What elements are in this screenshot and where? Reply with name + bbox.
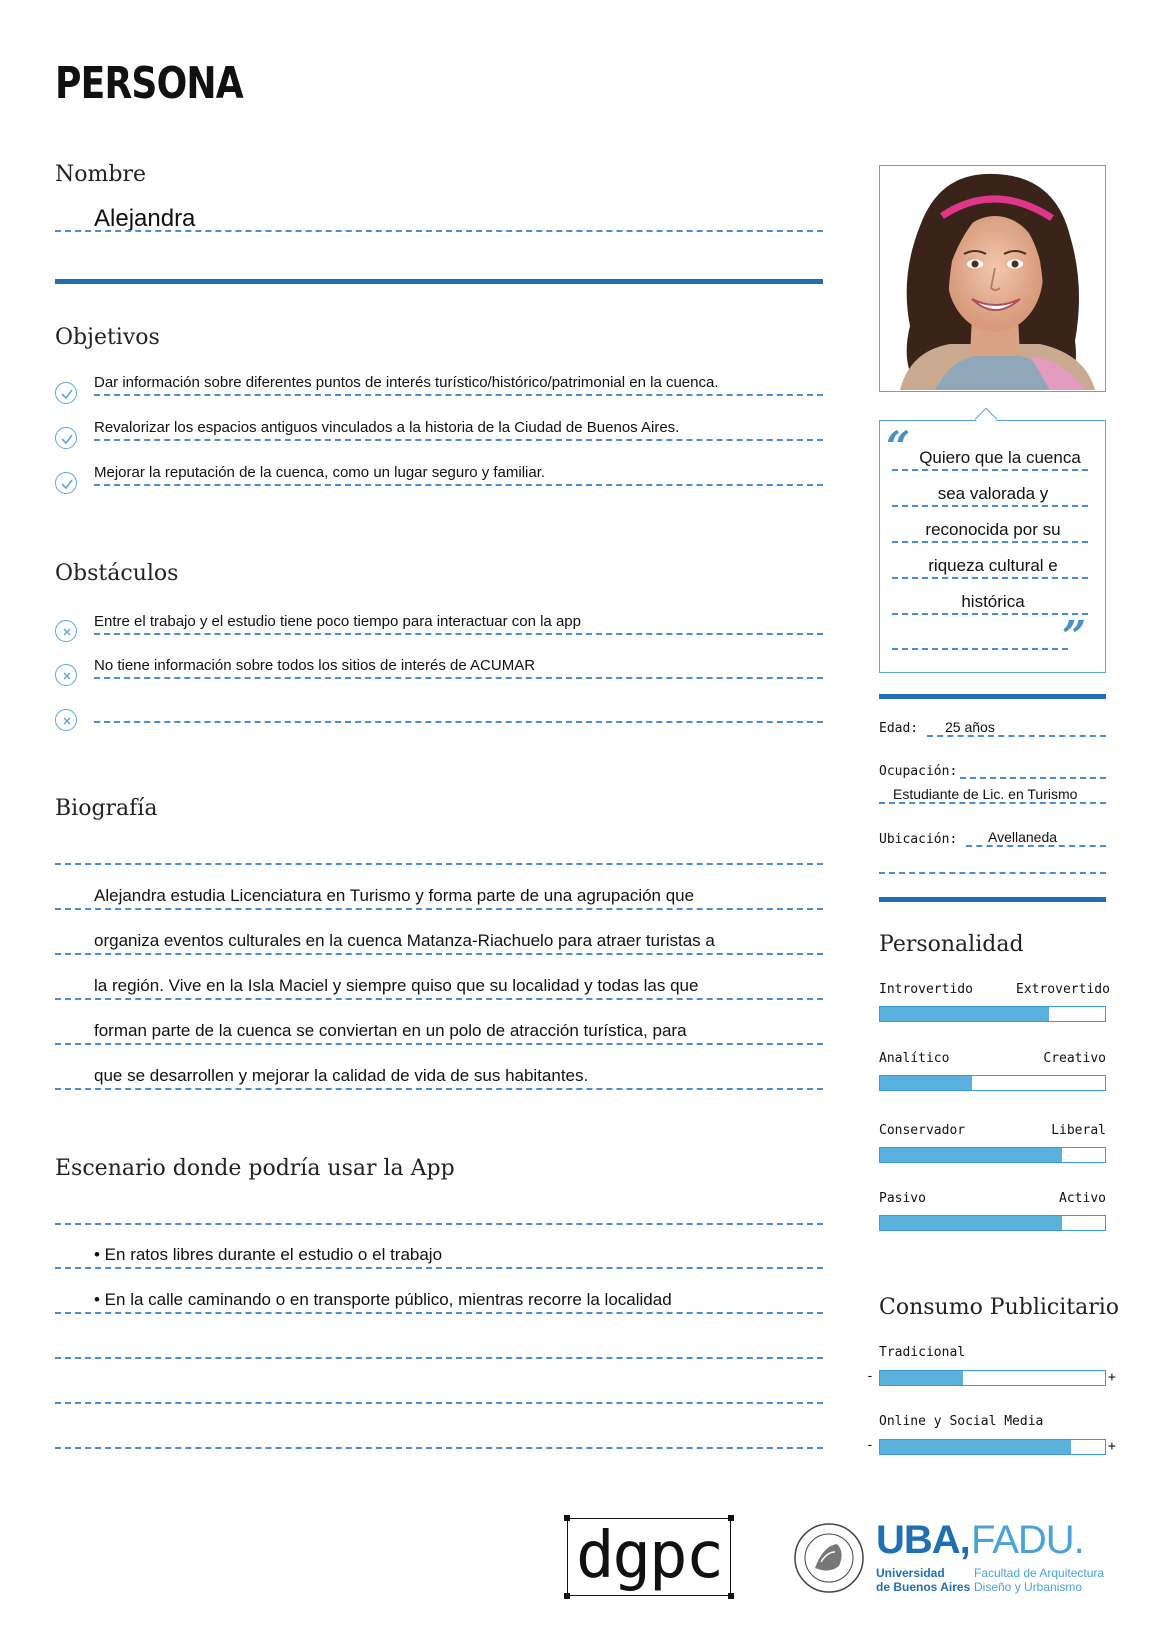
consumo-bar-fill [880, 1371, 963, 1385]
divider [55, 279, 823, 284]
obstaculos-title: Obstáculos [55, 561, 179, 586]
obstaculo-text: Entre el trabajo y el estudio tiene poco tiempo para interactuar con la app [94, 613, 581, 630]
nombre-value: Alejandra [94, 205, 196, 232]
fadu-logo: FADU. [971, 1518, 1084, 1562]
check-icon [55, 472, 77, 494]
objetivo-text: Revalorizar los espacios antiguos vinculados a la historia de la Ciudad de Buenos Aires. [94, 419, 680, 436]
trait-bar-fill [880, 1007, 1049, 1021]
divider [892, 613, 1088, 615]
divider [55, 1043, 823, 1045]
uba-name-line: de Buenos Aires [876, 1580, 971, 1594]
fadu-name [974, 1566, 1104, 1594]
close-icon [55, 664, 77, 686]
divider [879, 802, 1106, 804]
ubicacion-value: Avellaneda [988, 829, 1058, 845]
divider [94, 484, 823, 486]
uba-seal-text [793, 1522, 794, 1523]
fadu-name-line: Diseño y Urbanismo [974, 1580, 1083, 1594]
consumo-bar [879, 1370, 1106, 1386]
bio-line: la región. Vive en la Isla Maciel y siempre quiso que su localidad y todas las que [94, 976, 699, 995]
avatar [879, 165, 1106, 392]
divider [55, 1267, 823, 1269]
objetivo-text: Mejorar la reputación de la cuenca, como un lugar seguro y familiar. [94, 464, 546, 481]
biografia-title: Biografía [55, 796, 158, 821]
check-icon [55, 382, 77, 404]
quote-box-pointer [975, 408, 998, 431]
trait-bar-fill [880, 1148, 1062, 1162]
trait-left-label: Introvertido [879, 982, 973, 997]
quote-line: riqueza cultural e [928, 556, 1058, 575]
quote-line: sea valorada y [937, 484, 1049, 503]
ocupacion-label: Ocupación: [879, 764, 958, 779]
bio-line: forman parte de la cuenca se conviertan en un polo de atracción turística, para [94, 1021, 687, 1040]
uba-seal [793, 1522, 865, 1594]
trait-bar-fill [880, 1216, 1062, 1230]
consumo-bar [879, 1439, 1106, 1455]
personalidad-title: Personalidad [879, 932, 1024, 957]
bio-line: Alejandra estudia Licenciatura en Turismo y forma parte de una agrupación que [94, 886, 695, 905]
divider [927, 735, 1106, 737]
consumo-bar-fill [880, 1440, 1071, 1454]
trait-right-label: Extrovertido [1016, 982, 1110, 997]
close-icon [55, 620, 77, 642]
divider [892, 541, 1088, 543]
minus-sign: - [866, 1438, 874, 1453]
trait-right-label: Liberal [1051, 1123, 1106, 1138]
trait-left-label: Conservador [879, 1123, 966, 1138]
uba-logo: UBA, [876, 1518, 970, 1562]
trait-right-label: Creativo [1043, 1051, 1106, 1066]
divider [94, 677, 823, 679]
divider [55, 1223, 823, 1225]
bio-line: organiza eventos culturales en la cuenca Matanza-Riachuelo para atraer turistas a [94, 931, 715, 950]
plus-sign: + [1108, 1370, 1116, 1385]
divider [966, 845, 1106, 847]
dgpc-logo-text: dgpc [575, 1519, 723, 1593]
divider [892, 648, 1068, 650]
divider [879, 897, 1106, 902]
uba-name-line: Universidad [876, 1566, 945, 1580]
divider [892, 505, 1088, 507]
fadu-name-line: Facultad de Arquitectura [974, 1566, 1105, 1580]
quote-line: reconocida por su [925, 520, 1061, 539]
divider [55, 908, 823, 910]
page-title: PERSONA [55, 58, 243, 109]
objetivo-text: Dar información sobre diferentes puntos de interés turístico/histórico/patrimonial en la cuenca. [94, 374, 719, 391]
frame-corner [564, 1593, 570, 1599]
divider [55, 1357, 823, 1359]
divider [879, 694, 1106, 699]
divider [94, 394, 823, 396]
trait-right-label: Activo [1059, 1191, 1106, 1206]
consumo-label: Online y Social Media [879, 1414, 1044, 1429]
trait-bar [879, 1006, 1106, 1022]
obstaculo-text: No tiene información sobre todos los sitios de interés de ACUMAR [94, 657, 536, 674]
trait-bar [879, 1215, 1106, 1231]
divider [55, 998, 823, 1000]
objetivos-title: Objetivos [55, 325, 160, 350]
close-quote-icon: ” [1062, 612, 1087, 661]
frame-corner [728, 1515, 734, 1521]
check-icon [55, 427, 77, 449]
bio-line: que se desarrollen y mejorar la calidad de vida de sus habitantes. [94, 1066, 589, 1085]
plus-sign: + [1108, 1439, 1116, 1454]
edad-value: 25 años [945, 719, 995, 735]
edad-label: Edad: [879, 721, 919, 736]
divider [960, 777, 1106, 779]
escenario-title: Escenario donde podría usar la App [55, 1156, 455, 1181]
trait-left-label: Analítico [879, 1051, 950, 1066]
escenario-item: • En ratos libres durante el estudio o el trabajo [94, 1245, 443, 1264]
trait-bar [879, 1147, 1106, 1163]
consumo-title: Consumo Publicitario [879, 1295, 1120, 1320]
nombre-label: Nombre [55, 162, 146, 187]
escenario-item: • En la calle caminando o en transporte público, mientras recorre la localidad [94, 1290, 672, 1309]
uba-name [876, 1566, 970, 1594]
divider [55, 1402, 823, 1404]
divider [94, 439, 823, 441]
frame-corner [728, 1593, 734, 1599]
divider [94, 721, 823, 723]
divider [55, 1312, 823, 1314]
divider [892, 469, 1088, 471]
ubicacion-label: Ubicación: [879, 832, 958, 847]
open-quote-icon: “ [886, 422, 911, 471]
consumo-label: Tradicional [879, 1345, 966, 1360]
minus-sign: - [866, 1369, 874, 1384]
trait-left-label: Pasivo [879, 1191, 926, 1206]
divider [892, 577, 1088, 579]
quote-line: histórica [961, 592, 1025, 611]
frame-corner [564, 1515, 570, 1521]
divider [55, 1088, 823, 1090]
trait-bar [879, 1075, 1106, 1091]
quote-line: Quiero que la cuenca [919, 448, 1081, 467]
close-icon [55, 709, 77, 731]
divider [879, 872, 1106, 874]
divider [55, 1447, 823, 1449]
divider [55, 230, 823, 232]
divider [55, 953, 823, 955]
divider [55, 863, 823, 865]
divider [94, 633, 823, 635]
trait-bar-fill [880, 1076, 972, 1090]
dgpc-logo [567, 1518, 731, 1596]
ocupacion-value: Estudiante de Lic. en Turismo [893, 786, 1078, 802]
